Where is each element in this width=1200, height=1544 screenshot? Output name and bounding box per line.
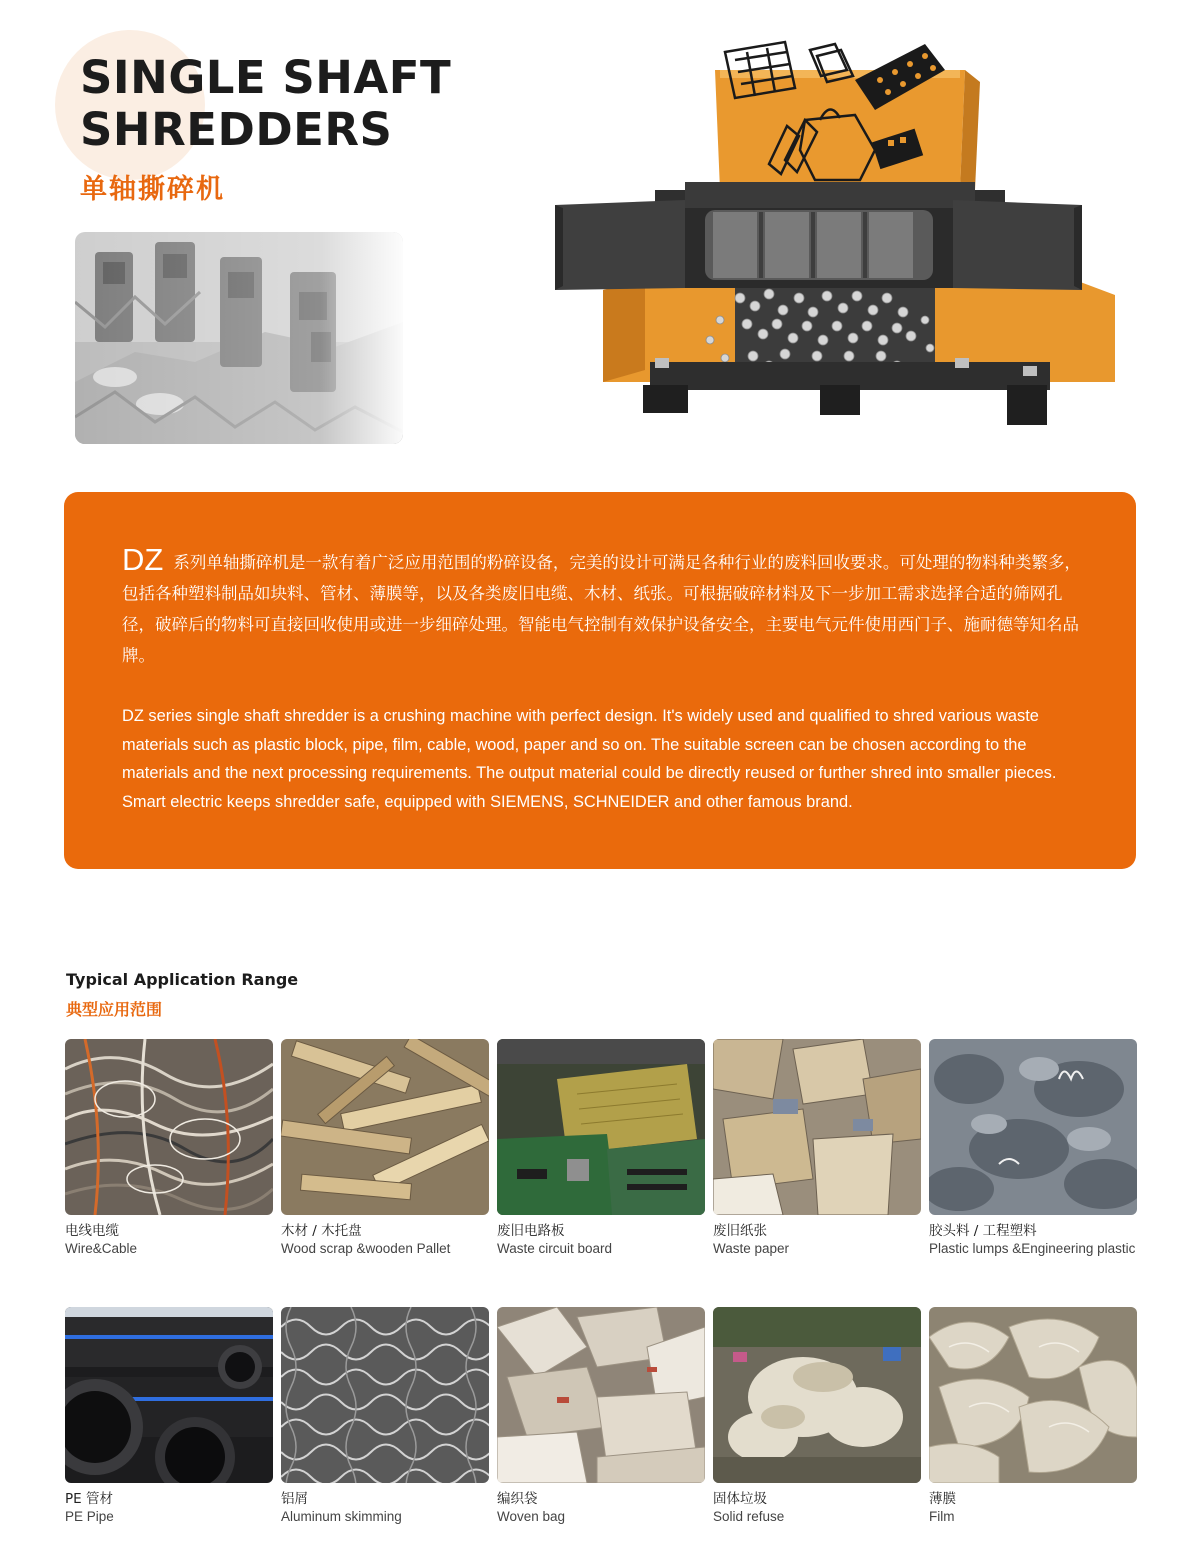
dz-model-label: DZ [122,542,164,577]
shredder-blades-closeup-image [75,232,403,444]
application-label-en: Aluminum skimming [281,1509,402,1524]
solid-refuse-photo [713,1307,921,1483]
applications-row-2 [65,1307,1137,1525]
description-en: DZ series single shaft shredder is a crushing machine with perfect design. It's widely used and qualified to shred various waste materials such as plastic block, pipe, film, cable, wood, paper and so on. The suitable screen can be chosen according to the materials and the next processing requirements. The output material could be directly reused or further shred into smaller pieces. Smart electric keeps shredder safe, equipped with SIEMENS, SCHNEIDER and other famous brand. [122,707,1057,811]
page-title-cn: 单轴撕碎机 [80,174,225,205]
film-photo [929,1307,1137,1483]
application-card-pe-pipe [65,1307,273,1525]
application-label-cn: 木材 / 木托盘 [281,1223,362,1239]
applications-title: Typical Application Range [66,970,299,989]
aluminum-skimming-photo [281,1307,489,1483]
wire-cable-photo [65,1039,273,1215]
application-label-en: Film [929,1509,955,1524]
pe-pipe-photo [65,1307,273,1483]
waste-paper-photo [713,1039,921,1215]
application-label-en: Woven bag [497,1509,566,1524]
application-card-plastic-lumps [929,1039,1137,1257]
plastic-lumps-photo [929,1039,1137,1215]
application-label-en: Wood scrap &wooden Pallet [281,1241,451,1256]
application-label-cn: 铝屑 [281,1491,308,1507]
application-label-cn: 编织袋 [497,1491,538,1507]
application-label-en: Plastic lumps &Engineering plastic [929,1241,1136,1256]
application-label-en: Solid refuse [713,1509,785,1524]
application-card-wood [281,1039,489,1257]
description-panel [64,492,1136,869]
application-card-aluminum [281,1307,489,1525]
shredder-machine-image [555,40,1115,440]
application-label-cn: 固体垃圾 [713,1491,767,1507]
application-label-en: Wire&Cable [65,1241,138,1256]
application-card-woven-bag [497,1307,705,1525]
application-card-wire-cable [65,1039,273,1257]
title-line-2: SHREDDERS [80,103,393,156]
application-label-en: Waste circuit board [497,1241,613,1256]
wood-pallet-photo [281,1039,489,1215]
page-title [80,52,451,156]
woven-bag-photo [497,1307,705,1483]
application-label-en: Waste paper [713,1241,790,1256]
application-card-solid-refuse [713,1307,921,1525]
application-label-cn: PE 管材 [65,1491,113,1507]
application-label-cn: 薄膜 [929,1491,956,1507]
application-card-waste-paper [713,1039,921,1257]
application-card-film [929,1307,1137,1525]
description-cn-text: 系列单轴撕碎机是一款有着广泛应用范围的粉碎设备，完美的设计可满足各种行业的废料回收要求。可处理的物料种类繁多，包括各种塑料制品如块料、管材、薄膜等，以及各类废旧电缆、木材、纸张。可根据破碎材料及下一步加工需求选择合适的筛网孔径，破碎后的物料可直接回收使用或进一步细碎处理。智能电气控制有效保护设备安全，主要电气元件使用西门子、施耐德等知名品牌。 [122,553,1081,665]
application-label-cn: 废旧纸张 [713,1223,767,1239]
circuit-board-photo [497,1039,705,1215]
applications-title-cn: 典型应用范围 [66,1000,163,1019]
application-label-cn: 废旧电路板 [497,1223,565,1239]
application-label-cn: 胶头料 / 工程塑料 [929,1223,1037,1239]
application-card-circuit-board [497,1039,705,1257]
application-label-en: PE Pipe [65,1509,114,1524]
application-label-cn: 电线电缆 [65,1223,119,1239]
title-line-1: SINGLE SHAFT [80,51,452,104]
description-cn [122,544,1082,671]
applications-row-1 [65,1039,1137,1257]
